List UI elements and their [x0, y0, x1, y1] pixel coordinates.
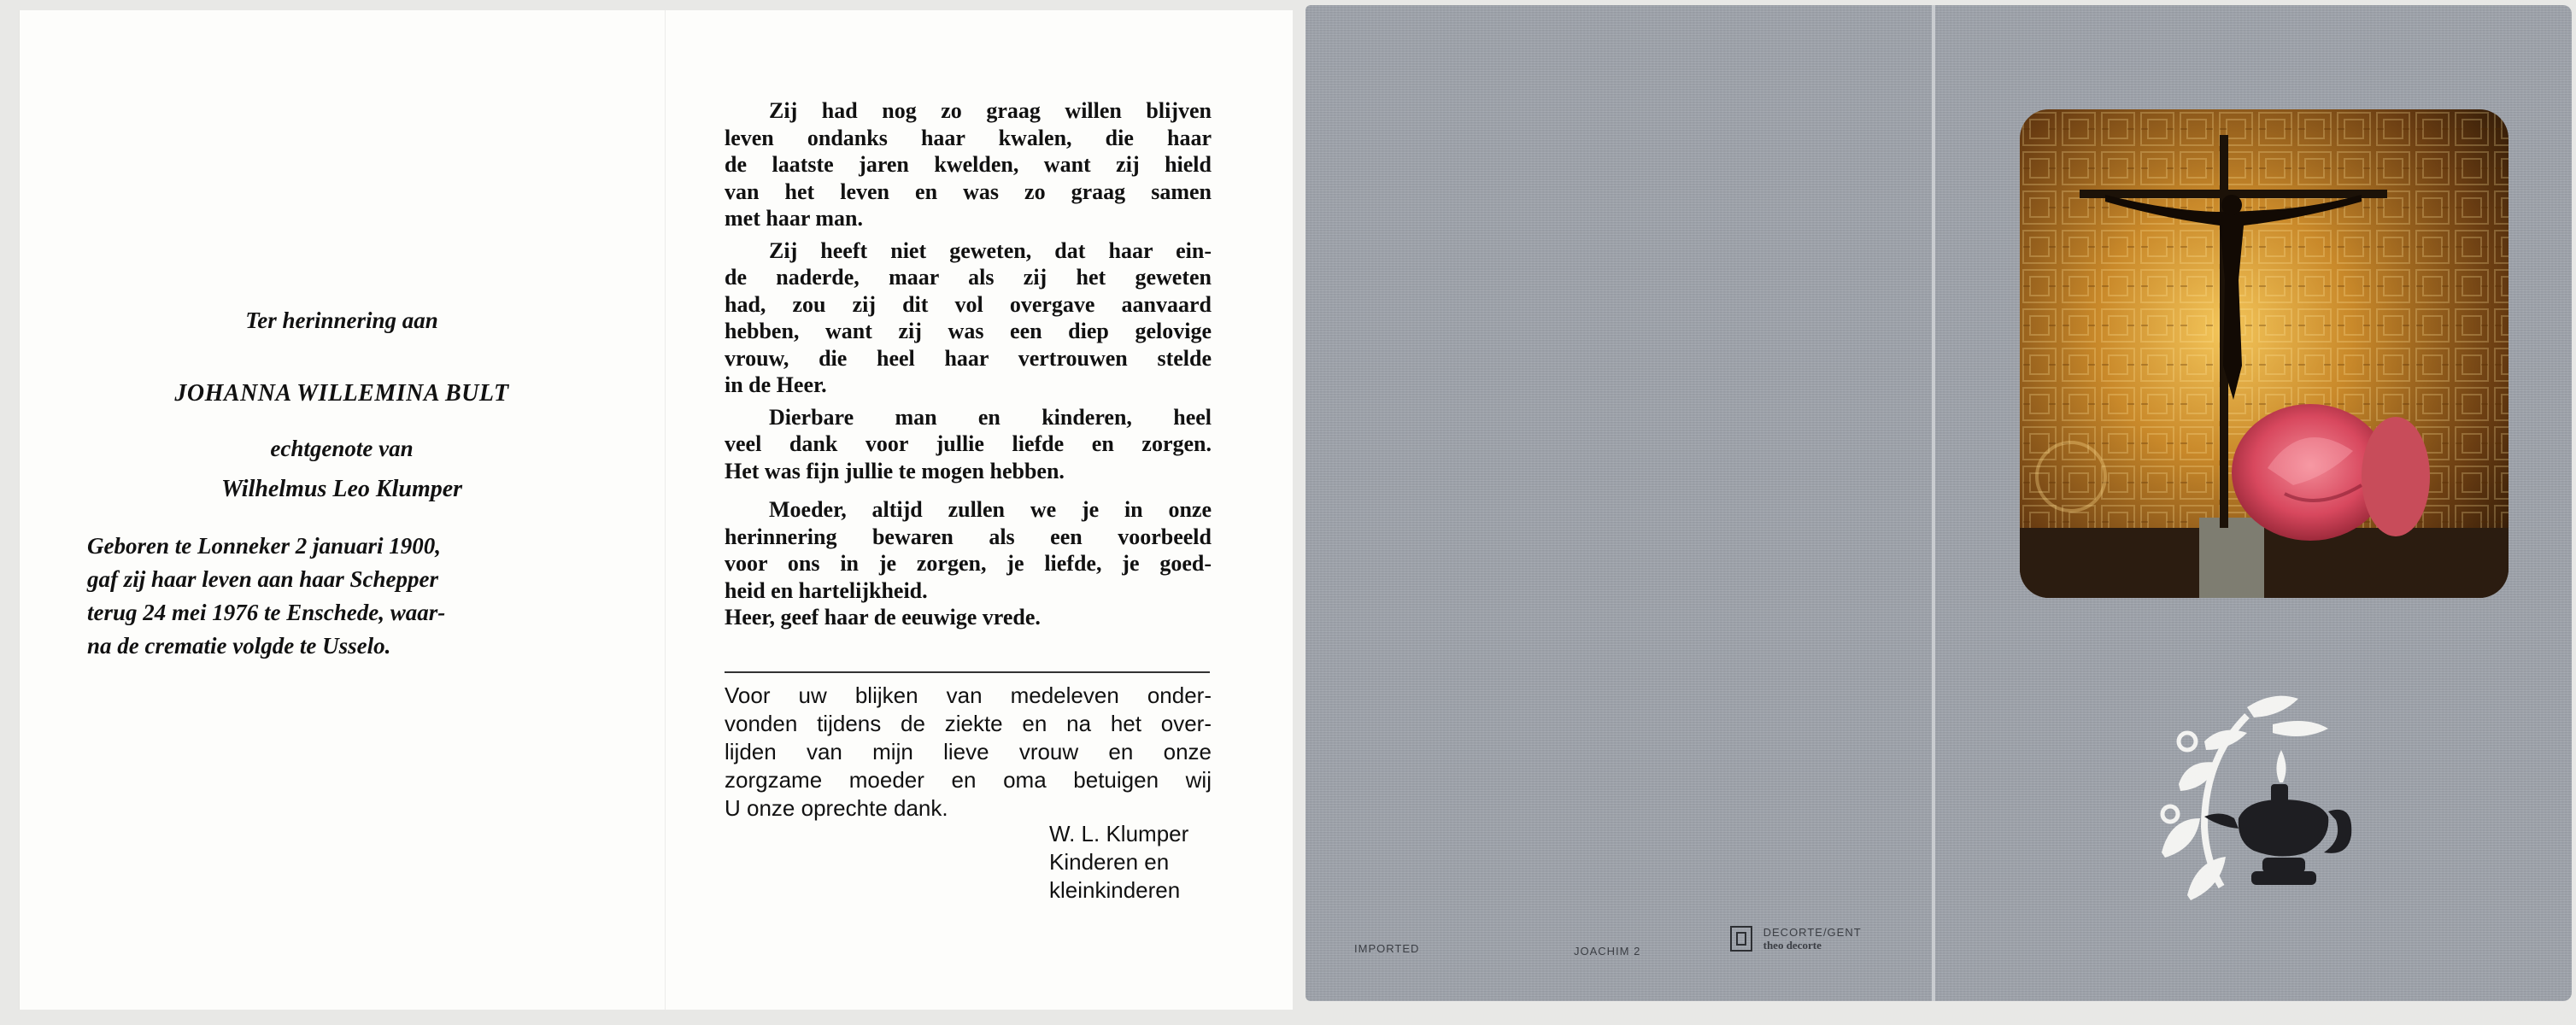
poem-paragraph: [725, 237, 1212, 399]
life-text: [87, 530, 583, 663]
poem-line: Het was fijn jullie te mogen hebben.: [725, 458, 1065, 483]
life-line: gaf zij haar leven aan haar Schepper: [87, 566, 439, 592]
poem-line: Dierbare man en kinderen, heel: [769, 404, 1212, 430]
poem-line: vrouw, die heel haar vertrouwen stelde: [725, 345, 1212, 371]
thanks-text: [725, 682, 1212, 823]
spouse-label: echtgenote van: [270, 436, 414, 461]
poem-line: de naderde, maar als zij het geweten: [725, 265, 1212, 290]
memorial-text: [725, 97, 1212, 636]
poem-line: Moeder, altijd zullen we je in onze: [769, 497, 1212, 522]
divider: [725, 671, 1210, 673]
oil-lamp-emblem-icon: [2153, 690, 2358, 904]
poem-line: heid en hartelijkheid.: [725, 577, 928, 603]
crucifix-rose-image: [2020, 109, 2509, 598]
thanks-line: Voor uw blijken van medeleven onder-: [725, 682, 1212, 708]
signature-line: kleinkinderen: [1049, 877, 1181, 903]
publisher-subname: theo decorte: [1763, 939, 1822, 952]
poem-line: herinnering bewaren als een voorbeeld: [725, 524, 1212, 549]
model-label: JOACHIM 2: [1574, 945, 1641, 958]
poem-paragraph: [725, 496, 1212, 631]
poem-line: in de Heer.: [725, 372, 827, 397]
poem-paragraph: [725, 97, 1212, 232]
signature: [1049, 820, 1188, 905]
remembrance-heading: Ter herinnering aan: [245, 308, 438, 333]
life-line: terug 24 mei 1976 te Enschede, waar-: [87, 600, 446, 625]
imported-label: IMPORTED: [1354, 942, 1420, 955]
poem-paragraph: [725, 404, 1212, 485]
poem-line: Zij had nog zo graag willen blijven: [769, 98, 1212, 123]
poem-line: Zij heeft niet geweten, dat haar ein-: [769, 237, 1212, 263]
poem-line: voor ons in je zorgen, je liefde, je goed-: [725, 551, 1212, 576]
publisher-logo-icon: [1730, 926, 1752, 952]
thanks-line: vonden tijdens de ziekte en na het over-: [725, 711, 1212, 736]
poem-line: Heer, geef haar de eeuwige vrede.: [725, 605, 1041, 630]
thanks-line: U onze oprechte dank.: [725, 795, 948, 821]
life-line: Geboren te Lonneker 2 januari 1900,: [87, 533, 442, 559]
poem-line: de laatste jaren kwelden, want zij hield: [725, 152, 1212, 177]
deceased-name: JOHANNA WILLEMINA BULT: [174, 380, 509, 407]
poem-line: met haar man.: [725, 206, 864, 231]
thanks-line: lijden van mijn lieve vrouw en onze: [725, 739, 1212, 764]
signature-line: W. L. Klumper: [1049, 821, 1189, 846]
poem-line: had, zou zij dit vol overgave aanvaard: [725, 291, 1212, 317]
thanks-line: zorgzame moeder en oma betuigen wij: [725, 767, 1212, 793]
publisher-name: DECORTE/GENT: [1763, 926, 1862, 939]
signature-line: Kinderen en: [1049, 849, 1170, 875]
poem-line: veel dank voor jullie liefde en zorgen.: [725, 431, 1212, 456]
poem-line: leven ondanks haar kwalen, die haar: [725, 125, 1212, 150]
spouse-name: Wilhelmus Leo Klumper: [220, 476, 463, 502]
poem-line: van het leven en was zo graag samen: [725, 179, 1212, 204]
inner-left-panel: [19, 10, 665, 1010]
outer-back-panel: [1306, 5, 1932, 1001]
publisher-mark: [1730, 926, 1862, 952]
crucifix-photo: [2020, 109, 2509, 598]
poem-line: hebben, want zij was een diep gelovige: [725, 319, 1212, 343]
life-line: na de crematie volgde te Usselo.: [87, 633, 391, 659]
